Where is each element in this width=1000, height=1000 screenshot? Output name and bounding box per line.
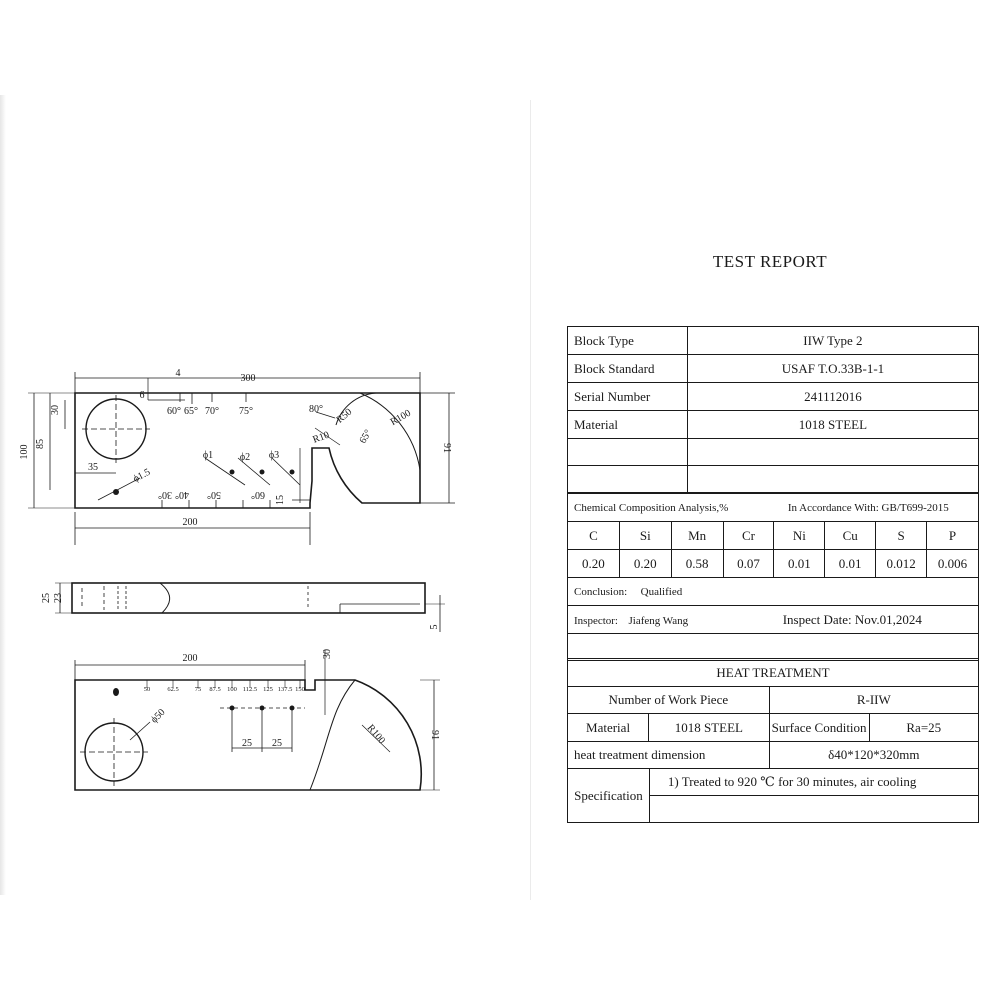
svg-text:200: 200 (182, 517, 198, 528)
svg-text:ϕ2: ϕ2 (239, 452, 251, 463)
value-p: 0.006 (927, 550, 979, 578)
ht-material-label: Material (568, 714, 649, 742)
inspector-label: Inspector: (574, 614, 618, 627)
svg-text:ϕ1.5: ϕ1.5 (131, 466, 153, 485)
value-cr: 0.07 (723, 550, 774, 578)
block-type-value: IIW Type 2 (687, 327, 978, 355)
svg-text:30: 30 (50, 405, 61, 415)
conclusion-value: Qualified (640, 585, 683, 598)
element-c: C (568, 522, 620, 550)
svg-text:91: 91 (441, 443, 452, 453)
svg-text:65°: 65° (357, 427, 375, 446)
svg-text:112.5: 112.5 (242, 686, 258, 693)
value-cu: 0.01 (825, 550, 876, 578)
dim-300: 300 (240, 373, 256, 384)
material-label: Material (568, 411, 688, 439)
value-mn: 0.58 (671, 550, 723, 578)
empty-row (568, 634, 979, 661)
chem-standard: In Accordance With: GB/T699-2015 (787, 501, 949, 514)
svg-text:125: 125 (263, 686, 273, 693)
serial-number-value: 241112016 (687, 383, 978, 411)
material-value: 1018 STEEL (687, 411, 978, 439)
svg-text:65°: 65° (184, 406, 198, 417)
chem-header (568, 494, 979, 522)
work-piece-value: R-IIW (769, 687, 978, 714)
inspector-row (568, 606, 979, 634)
specification-label: Specification (568, 769, 650, 823)
chem-label: Chemical Composition Analysis,% (574, 501, 729, 514)
block-standard-value: USAF T.O.33B-1-1 (687, 355, 978, 383)
svg-text:50°: 50° (207, 489, 221, 500)
svg-text:6: 6 (139, 390, 145, 401)
svg-text:25: 25 (41, 593, 52, 603)
svg-text:70°: 70° (205, 406, 219, 417)
svg-text:75°: 75° (239, 406, 253, 417)
conclusion-row (568, 578, 979, 606)
svg-text:100: 100 (227, 686, 237, 693)
svg-text:91: 91 (429, 730, 440, 740)
empty-cell (568, 466, 688, 493)
svg-text:23: 23 (53, 593, 64, 603)
element-cu: Cu (825, 522, 876, 550)
work-piece-label: Number of Work Piece (568, 687, 770, 714)
svg-text:62.5: 62.5 (167, 686, 179, 693)
svg-text:R100: R100 (388, 407, 413, 429)
block-type-label: Block Type (568, 327, 688, 355)
inspector-name: Jiafeng Wang (628, 614, 689, 627)
svg-text:ϕ1: ϕ1 (202, 450, 214, 461)
side-view-outline (72, 583, 425, 613)
svg-text:137.5: 137.5 (277, 686, 293, 693)
svg-text:30: 30 (322, 649, 333, 659)
specification-table (567, 768, 979, 823)
svg-text:40°: 40° (175, 489, 189, 500)
svg-text:200: 200 (182, 653, 198, 664)
block-standard-label: Block Standard (568, 355, 688, 383)
element-s: S (876, 522, 927, 550)
empty-cell (649, 796, 978, 823)
svg-text:25: 25 (272, 738, 282, 749)
surface-condition-value: Ra=25 (869, 714, 978, 742)
value-s: 0.012 (876, 550, 927, 578)
element-p: P (927, 522, 979, 550)
heat-treatment-table (567, 658, 979, 769)
empty-cell (687, 466, 978, 493)
heat-treatment-title: HEAT TREATMENT (568, 659, 979, 687)
element-cr: Cr (723, 522, 774, 550)
empty-cell (568, 439, 688, 466)
r100-inner-arc (310, 680, 355, 790)
svg-text:150: 150 (295, 686, 305, 693)
element-mn: Mn (671, 522, 723, 550)
serial-number-label: Serial Number (568, 383, 688, 411)
surface-condition-label: Surface Condition (769, 714, 869, 742)
svg-text:60°: 60° (251, 489, 265, 500)
svg-text:100: 100 (19, 444, 30, 460)
conclusion-label: Conclusion: (574, 585, 628, 598)
svg-text:50: 50 (143, 686, 151, 693)
ht-dimension-value: δ40*120*320mm (769, 742, 978, 769)
element-si: Si (619, 522, 671, 550)
chemical-table (567, 493, 979, 661)
ht-material-value: 1018 STEEL (649, 714, 770, 742)
svg-text:ϕ3: ϕ3 (268, 450, 280, 461)
ht-dimension-label: heat treatment dimension (568, 742, 770, 769)
svg-text:R50: R50 (334, 406, 355, 426)
svg-text:85: 85 (35, 439, 46, 449)
value-si: 0.20 (619, 550, 671, 578)
svg-text:75: 75 (194, 686, 202, 693)
svg-text:80°: 80° (309, 404, 323, 415)
svg-text:ϕ50: ϕ50 (148, 706, 168, 726)
element-ni: Ni (774, 522, 825, 550)
svg-text:R100: R100 (364, 722, 388, 747)
inspect-date-label: Inspect Date: (782, 611, 852, 627)
specification-value: 1) Treated to 920 ℃ for 30 minutes, air cooling (649, 769, 978, 796)
svg-text:15: 15 (275, 495, 286, 505)
svg-text:87.5: 87.5 (209, 686, 221, 693)
svg-text:30°: 30° (158, 489, 172, 500)
svg-text:4: 4 (175, 368, 181, 379)
block-info-table (567, 326, 979, 493)
empty-cell (687, 439, 978, 466)
svg-text:35: 35 (88, 462, 98, 473)
report-title: TEST REPORT (712, 252, 828, 271)
svg-text:25: 25 (242, 738, 252, 749)
value-ni: 0.01 (774, 550, 825, 578)
svg-text:5: 5 (429, 624, 440, 630)
value-c: 0.20 (568, 550, 620, 578)
inspect-date-value: Nov.01,2024 (854, 611, 922, 627)
svg-text:60°: 60° (167, 406, 181, 417)
svg-text:R10: R10 (311, 429, 331, 446)
